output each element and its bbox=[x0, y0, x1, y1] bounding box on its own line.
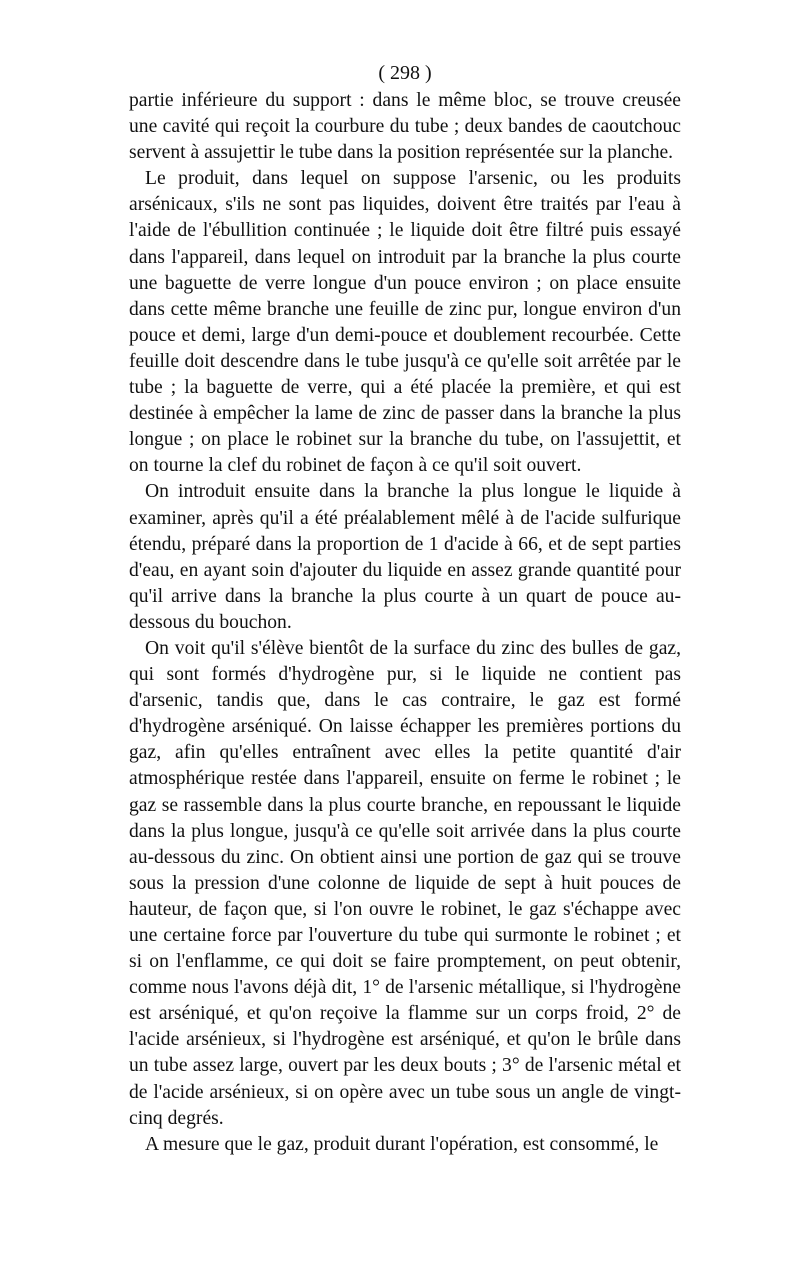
paragraph-support-cavity: partie inférieure du support : dans le même bloc, se trouve creusée une cavité qui reçoit la courbure du tube ; deux bandes de caoutchouc servent à assujettir le tube dans la position représentée sur la planche. bbox=[129, 90, 681, 164]
paragraph-gas-consumed: A mesure que le gaz, produit durant l'opération, est consommé, le bbox=[145, 1133, 659, 1155]
paragraph-zinc-procedure: Le produit, dans lequel on suppose l'arsenic, ou les produits arsénicaux, s'ils ne sont pas liquides, doivent être traités par l'eau à l'aide de l'ébullition continuée ; le liquide doit être filtré puis essayé dans l'appareil, dans lequel on introduit par la branche la plus courte une baguette de verre longue d'un pouce environ ; on place ensuite dans cette même branche une feuille de zinc pur, longue environ d'un pouce et demi, large d'un demi-pouce et doublement recourbée. Cette feuille doit descendre dans le tube jusqu'à ce qu'elle soit arrêtée par le tube ; la baguette de verre, qui a été placée la première, et qui est destinée à empêcher la lame de zinc de passer dans la branche la plus longue ; on place le robinet sur la branche du tube, on l'assujettit, et on tourne la clef du robinet de façon à ce qu'il soit ouvert. bbox=[129, 168, 681, 477]
book-page bbox=[129, 58, 681, 1158]
paragraph-gas-bubbles: On voit qu'il s'élève bientôt de la surface du zinc des bulles de gaz, qui sont formés d'hydrogène pur, si le liquide ne contient pas d'arsenic, tandis que, dans le cas contraire, le gaz est formé d'hydrogène arséniqué. On laisse échapper les premières portions du gaz, afin qu'elles entraînent avec elles la petite quantité d'air atmosphérique restée dans l'appareil, ensuite on ferme le robinet ; le gaz se rassemble dans la plus courte branche, en repoussant le liquide dans la plus longue, jusqu'à ce qu'elle soit arrivée dans la plus courte au-dessous du zinc. On obtient ainsi une portion de gaz qui se trouve sous la pression d'une colonne de liquide de sept à huit pouces de hauteur, de façon que, si l'on ouvre le robinet, le gaz s'échappe avec une certaine force par l'ouverture du tube qui surmonte le robinet ; et si on l'enflamme, ce qui doit se faire promptement, on peut obtenir, comme nous l'avons déjà dit, 1° de l'arsenic métallique, si l'hydrogène est arséniqué, et qu'on reçoive la flamme sur un corps froid, 2° de l'acide arsénieux, si l'hydrogène est arséniqué, et qu'on le brûle dans un tube assez large, ouvert par les deux bouts ; 3° de l'arsenic métal et de l'acide arsénieux, si on opère avec un tube sous un angle de vingt-cinq degrés. bbox=[129, 637, 681, 1129]
paragraph-liquid-introduction: On introduit ensuite dans la branche la plus longue le liquide à examiner, après qu'il a été préalablement mêlé à de l'acide sulfurique étendu, préparé dans la proportion de 1 d'acide à 66, et de sept parties d'eau, en ayant soin d'ajouter du liquide en assez grande quantité pour qu'il arrive dans la branche la plus courte à un quart de pouce au-dessous du bouchon. bbox=[129, 481, 681, 633]
page-number: ( 298 ) bbox=[378, 62, 432, 84]
